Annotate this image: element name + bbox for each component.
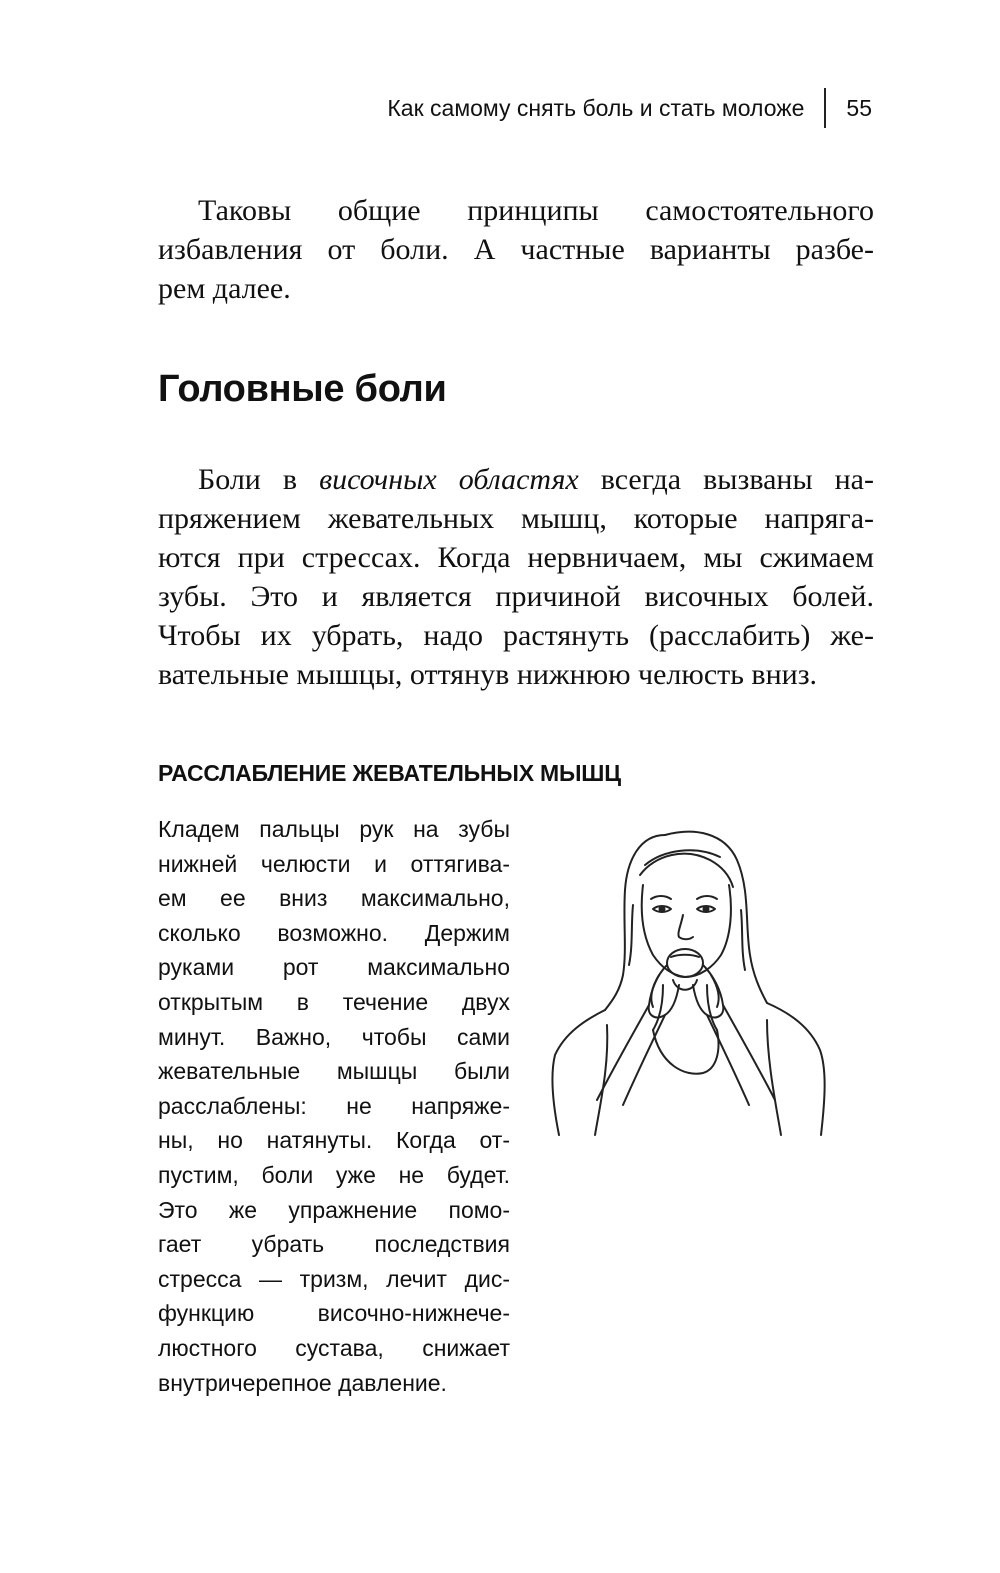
hair-strands (629, 905, 633, 965)
exercise-line: расслаблены: не напряже- (158, 1092, 510, 1119)
section-paragraph-line: Чтобы их убрать, надо растянуть (расслабить) же- (158, 619, 874, 652)
intro-paragraph (158, 191, 874, 308)
section-paragraph (158, 460, 874, 694)
exercise-line: внутричерепное давление. (158, 1369, 447, 1396)
shoulder-right (767, 1003, 825, 1135)
hair-strands (645, 850, 720, 865)
section-paragraph-line: ются при стрессах. Когда нервничаем, мы сжимаем (158, 541, 874, 574)
running-title: Как самому снять боль и стать моложе (387, 94, 805, 121)
woman-jaw-stretch-illustration (545, 815, 835, 1150)
pupil (704, 907, 709, 912)
intro-line: Таковы общие принципы самостоятельного (198, 194, 874, 227)
intro-line: рем далее. (158, 272, 291, 305)
exercise-heading: РАССЛАБЛЕНИЕ ЖЕВАТЕЛЬНЫХ МЫШЦ (158, 760, 621, 786)
hair-strands (741, 910, 745, 970)
left-forearm (597, 1005, 649, 1100)
exercise-line: руками рот максимально (158, 954, 510, 981)
exercise-line: пустим, боли уже не будет. (158, 1161, 510, 1188)
exercise-line: функцию височно-нижнече- (158, 1300, 510, 1327)
top-strap (767, 1020, 781, 1135)
section-paragraph-first-line (158, 460, 874, 499)
exercise-line: гает убрать последствия (158, 1231, 510, 1258)
section-heading: Головные боли (158, 368, 447, 410)
exercise-line: ны, но натянуты. Когда от- (158, 1127, 510, 1154)
exercise-line: Кладем пальцы рук на зубы (158, 816, 510, 842)
section-paragraph-line: вательные мышцы, оттянув нижнюю челюсть вниз. (158, 658, 818, 691)
header-separator (824, 88, 826, 128)
running-header (387, 86, 872, 130)
exercise-line: Это же упражнение помо- (158, 1196, 510, 1223)
section-paragraph-line: зубы. Это и является причиной височных болей. (158, 580, 874, 613)
italic-term: височных областях (319, 463, 579, 496)
exercise-line: минут. Важно, чтобы сами (158, 1023, 510, 1050)
nose (678, 915, 693, 939)
pupil (660, 907, 665, 912)
teeth (671, 955, 699, 957)
left-forearm (623, 1015, 665, 1105)
exercise-line: стресса — тризм, лечит дис- (158, 1265, 510, 1292)
intro-line: избавления от боли. А частные варианты разбе- (158, 233, 874, 266)
top-strap (595, 1025, 607, 1135)
right-forearm (707, 1015, 749, 1105)
section-paragraph-line: пряжением жевательных мышц, которые напряга- (158, 502, 874, 535)
page-number: 55 (846, 94, 872, 121)
exercise-line: нижней челюсти и оттягива- (158, 850, 510, 877)
exercise-line: жевательные мышцы были (158, 1058, 510, 1085)
exercise-line: сколько возможно. Держим (158, 919, 510, 946)
exercise-line: открытым в течение двух (158, 988, 510, 1015)
eyebrow (697, 896, 717, 899)
exercise-line: люстного сустава, снижает (158, 1334, 510, 1361)
eyebrow (651, 896, 671, 899)
top-neckline (653, 1030, 718, 1074)
shoulder-left (552, 1010, 605, 1135)
left-hand-fingers (651, 975, 659, 1007)
text-run: всегда вызваны на- (578, 463, 874, 496)
text-run: Боли в (198, 463, 320, 496)
open-mouth (667, 949, 703, 977)
exercise-description (158, 812, 510, 1400)
exercise-line: ем ее вниз максимально, (158, 885, 510, 912)
